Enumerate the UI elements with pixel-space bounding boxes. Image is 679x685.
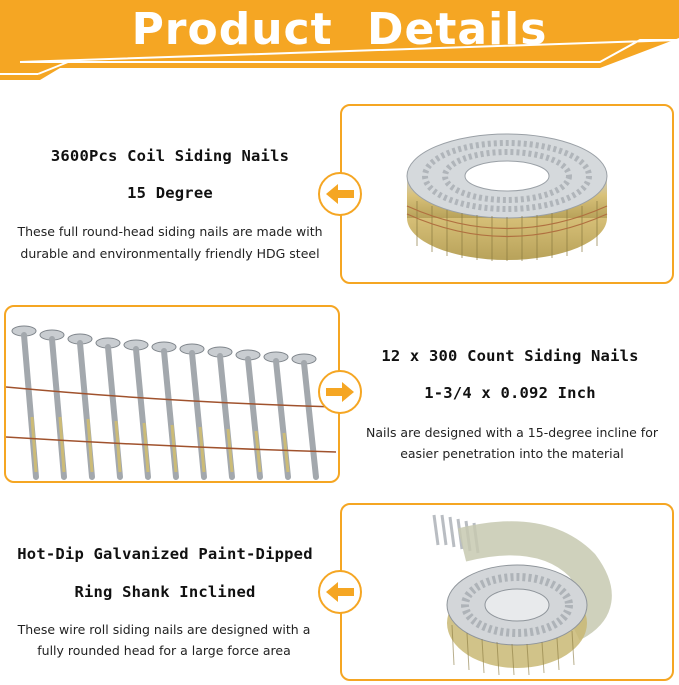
nail-coil-image [342, 106, 672, 282]
arrow-left-icon [326, 582, 354, 602]
nail-closeup-image [6, 307, 338, 481]
section-1-description-line1: These full round-head siding nails are made with [17, 224, 323, 239]
section-1-subtitle: 15 Degree [127, 184, 213, 202]
section-1-arrow [318, 172, 362, 216]
section-3-image-panel [340, 503, 674, 681]
section-3-arrow [318, 570, 362, 614]
section-2-subtitle: 1-3/4 x 0.092 Inch [424, 384, 596, 402]
section-1-description-line2: durable and environmentally friendly HDG steel [20, 246, 320, 261]
section-2-image-panel [4, 305, 340, 483]
section-1-title: 3600Pcs Coil Siding Nails [50, 147, 290, 165]
section-3-title: Hot-Dip Galvanized Paint-Dipped [17, 545, 313, 563]
section-3-description-line1: These wire roll siding nails are designed with a [17, 622, 311, 637]
section-3-subtitle: Ring Shank Inclined [74, 583, 256, 601]
arrow-left-icon [326, 184, 354, 204]
page-title: Product Details [131, 4, 548, 55]
nail-coil-unrolled-image [342, 505, 672, 679]
section-3-description-line2: fully rounded head for a large force area [37, 643, 291, 658]
section-2-description-line1: Nails are designed with a 15-degree incline for [365, 425, 658, 440]
section-2-title: 12 x 300 Count Siding Nails [381, 347, 639, 365]
section-1-image-panel [340, 104, 674, 284]
header-banner [0, 0, 679, 80]
section-2-description-line2: easier penetration into the material [400, 446, 624, 461]
